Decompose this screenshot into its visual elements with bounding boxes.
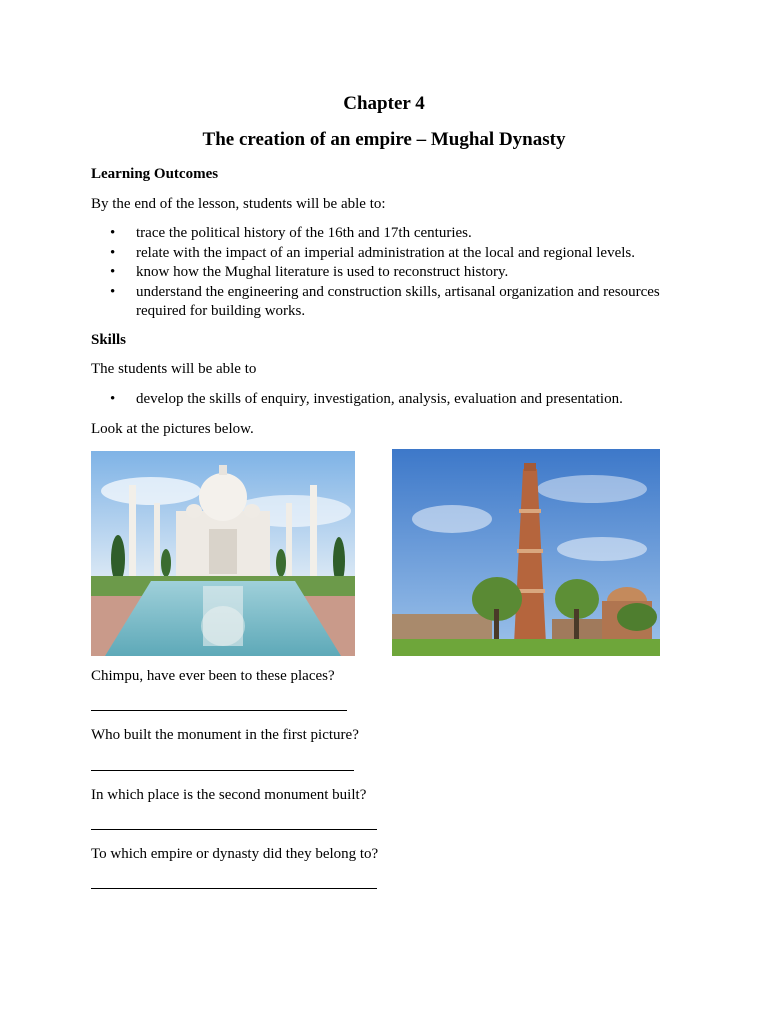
answer-line[interactable] — [91, 829, 377, 830]
list-item: know how the Mughal literature is used to reconstruct history. — [136, 264, 509, 280]
answer-line[interactable] — [91, 710, 347, 711]
skills-heading: Skills — [91, 332, 127, 348]
bullet-icon: • — [110, 391, 116, 407]
answer-line[interactable] — [91, 888, 377, 889]
bullet-icon: • — [110, 284, 116, 300]
question: In which place is the second monument built? — [91, 787, 367, 803]
learning-outcomes-intro: By the end of the lesson, students will be able to: — [91, 196, 386, 212]
answer-line[interactable] — [91, 770, 354, 771]
list-item: develop the skills of enquiry, investigation, analysis, evaluation and presentation. — [136, 391, 623, 407]
bullet-icon: • — [110, 264, 116, 280]
bullet-icon: • — [110, 245, 116, 261]
list-item: relate with the impact of an imperial administration at the local and regional levels. — [136, 245, 635, 261]
main-title: The creation of an empire – Mughal Dynasty — [202, 129, 566, 150]
question: To which empire or dynasty did they belong to? — [91, 846, 379, 862]
bullet-icon: • — [110, 225, 116, 241]
question: Who built the monument in the first picture? — [91, 727, 359, 743]
list-item: trace the political history of the 16th and 17th centuries. — [136, 225, 472, 241]
question: Chimpu, have ever been to these places? — [91, 668, 335, 684]
qutub-minar-image — [392, 449, 660, 656]
skills-intro: The students will be able to — [91, 361, 257, 377]
pictures-prompt: Look at the pictures below. — [91, 421, 254, 437]
list-item: understand the engineering and construction skills, artisanal organization and resources required for building works. — [136, 284, 660, 319]
chapter-title: Chapter 4 — [343, 93, 425, 114]
learning-outcomes-heading: Learning Outcomes — [91, 166, 219, 182]
taj-mahal-image — [91, 451, 355, 656]
